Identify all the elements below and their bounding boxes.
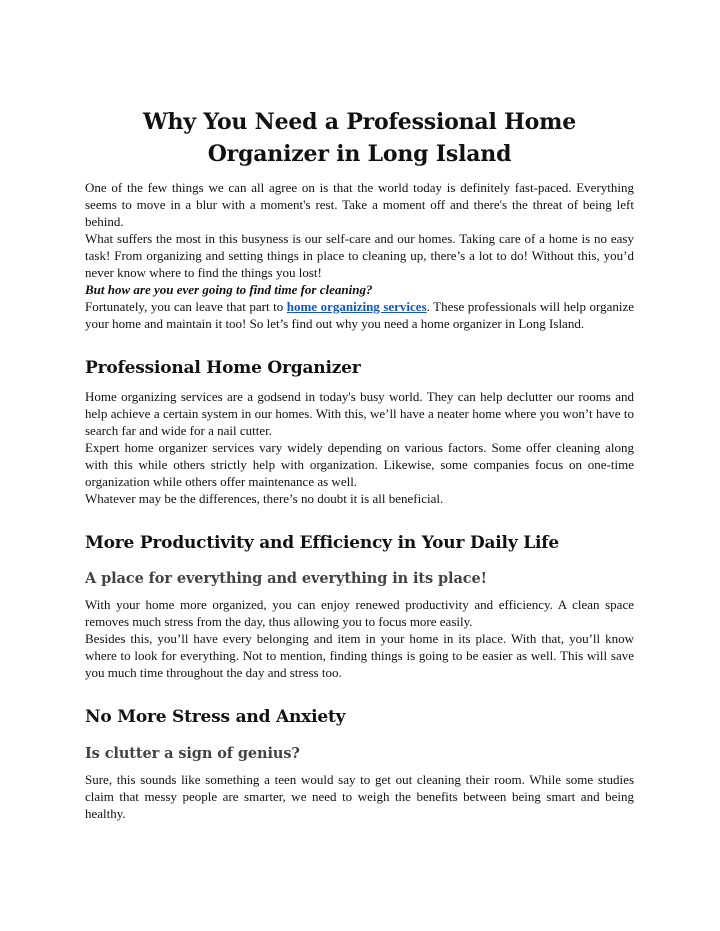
organizer-paragraph-3: Whatever may be the differences, there’s no doubt it is all beneficial. — [85, 491, 444, 506]
organizer-paragraph-1: Home organizing services are a godsend in today's busy world. They can help declutter our rooms and help achieve a certain system in our homes. With this, we’ll have a neater home where you won’t have to search far and wide for a nail cutter. — [85, 389, 634, 438]
document-title: Why You Need a Professional Home Organizer in Long Island — [143, 109, 576, 167]
home-organizing-services-link[interactable]: home organizing services — [286, 299, 427, 314]
intro-paragraph-2: What suffers the most in this busyness is our self-care and our homes. Taking care of a home is no easy task! From organizing and setting things in place to cleaning up, there’s a lot to do! Without this, you’d never know where to find the things you lost! — [85, 231, 634, 280]
productivity-paragraph-1: With your home more organized, you can enjoy renewed productivity and efficiency. A clean space removes much stress from the day, thus allowing you to focus more easily. — [85, 597, 634, 629]
intro-question: But how are you ever going to find time for cleaning? — [85, 282, 373, 297]
intro-paragraph-3-after: . These professionals will help organize your home and maintain it too! So let’s find out why you need a home organizer in Long Island. — [85, 299, 634, 331]
heading-professional-home-organizer: Professional Home Organizer — [85, 358, 361, 378]
document-page — [85, 106, 634, 822]
subheading-place-for-everything: A place for everything and everything in its place! — [85, 570, 487, 587]
intro-paragraph-3 — [85, 298, 634, 332]
productivity-paragraph-2: Besides this, you’ll have every belonging and item in your home in its place. With that, you’ll know where to look for everything. Not to mention, finding things is going to be easier as well. This will save you much time throughout the day and stress too. — [85, 631, 634, 680]
subheading-clutter-genius: Is clutter a sign of genius? — [85, 745, 300, 762]
intro-paragraph-1: One of the few things we can all agree on is that the world today is definitely fast-paced. Everything seems to move in a blur with a moment's rest. Take a moment off and there's the threat of being left behind. — [85, 180, 634, 229]
stress-paragraph-1: Sure, this sounds like something a teen would say to get out cleaning their room. While some studies claim that messy people are smarter, we need to weigh the benefits between being smart and being healthy. — [85, 772, 634, 821]
intro-paragraph-3-before: Fortunately, you can leave that part to — [85, 299, 287, 314]
heading-productivity: More Productivity and Efficiency in Your Daily Life — [85, 533, 559, 553]
heading-no-more-stress: No More Stress and Anxiety — [85, 707, 346, 727]
organizer-paragraph-2: Expert home organizer services vary widely depending on various factors. Some offer cleaning along with this while others strictly help with organization. Likewise, some companies focus on one-time organization while others offer maintenance as well. — [85, 440, 634, 489]
